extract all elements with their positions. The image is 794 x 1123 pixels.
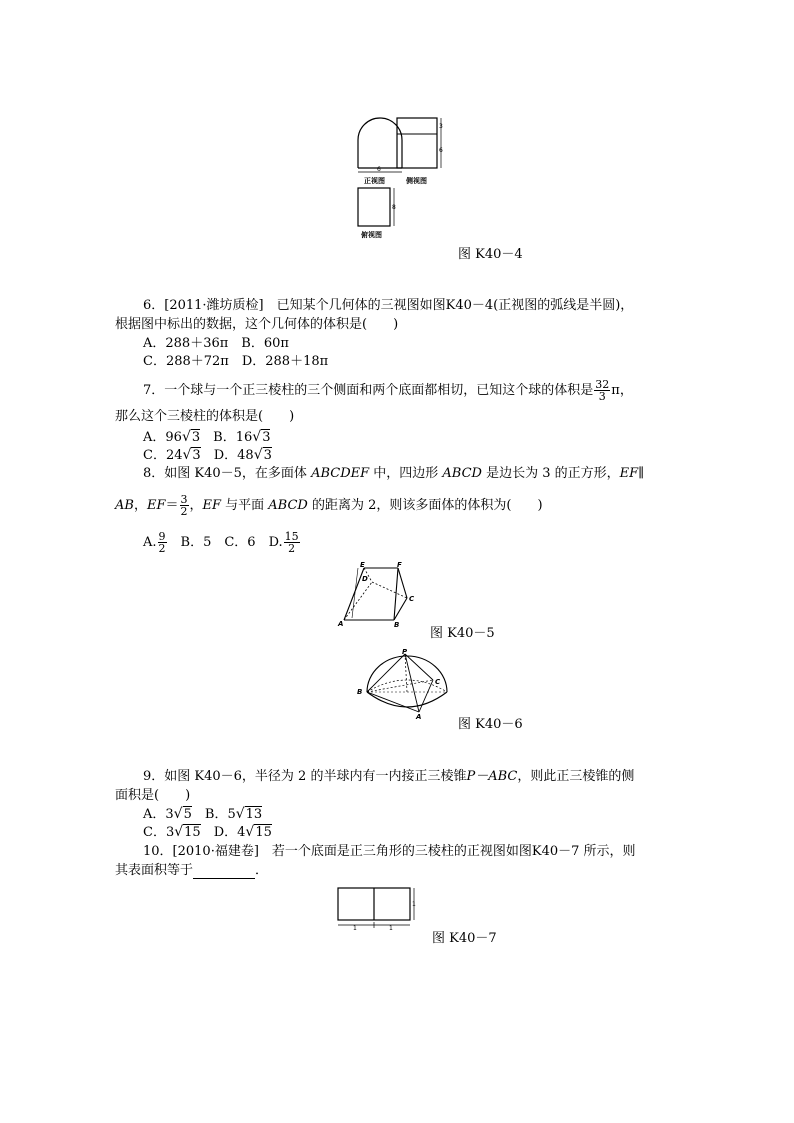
q9-b: B．5 [204, 807, 236, 822]
q9-a-rad: 5 [183, 807, 192, 822]
fig6-label-p: P [402, 648, 408, 656]
side-view [397, 118, 437, 168]
q8-ef2: EF [146, 498, 166, 513]
q8-a: A. [143, 535, 157, 550]
fig6-label-a: A [416, 713, 422, 720]
sqrt-icon: √ [235, 806, 245, 822]
q8-plane: ABCD [268, 498, 308, 513]
fig5-label-f: F [397, 561, 402, 569]
q7-frac-num: 32 [595, 378, 610, 391]
sqrt-icon: √ [182, 447, 192, 463]
q9-options-ab [143, 806, 262, 823]
q8-d-den: 2 [288, 542, 296, 555]
figure-k40-7 [332, 884, 422, 936]
q7-b: B．16 [213, 430, 253, 445]
q9-c: C．3 [143, 825, 175, 840]
q8-fraction [180, 494, 189, 517]
q9-a: A．3 [143, 807, 174, 822]
q9-line1 [143, 769, 634, 785]
top-label: 俯视图 [361, 231, 382, 239]
figure-k40-6 [355, 646, 451, 720]
fig6-label-c: C [435, 678, 441, 686]
sqrt-icon: √ [174, 824, 184, 840]
q8-text-c: 是边长为 3 的正方形， [481, 466, 620, 481]
q8-line1 [143, 466, 644, 482]
q8-quad: ABCD [442, 466, 482, 481]
q8-comma2: ， [189, 498, 203, 513]
answer-blank[interactable] [193, 866, 255, 879]
q9-d-rad: 15 [255, 825, 272, 840]
q8-ef3: EF [202, 498, 222, 513]
fig6-label-b: B [357, 688, 363, 696]
front-view [358, 118, 402, 168]
q7-b-rad: 3 [262, 430, 271, 445]
q9-pyramid: P－ABC [466, 769, 518, 784]
q8-frac-den: 2 [180, 505, 188, 518]
fig7-dim-height: 1 [412, 901, 416, 908]
q8-line2 [115, 494, 543, 517]
q9-line2: 面积是( ) [115, 788, 191, 803]
q7-options-cd [143, 447, 272, 464]
q9-text-b: ，则此正三棱锥的侧 [517, 769, 635, 784]
figure-caption-k40-5: 图 K40－5 [430, 626, 495, 641]
figure-k40-4 [350, 112, 450, 244]
q10-text-b: ． [255, 863, 269, 878]
dim-top-height: 8 [392, 204, 396, 211]
dim-side-top: 3 [439, 123, 443, 130]
q7-a-rad: 3 [191, 430, 201, 445]
q9-b-rad: 13 [245, 807, 263, 822]
sqrt-icon: √ [245, 824, 255, 840]
q8-a-frac [158, 531, 167, 554]
q9-c-rad: 15 [184, 825, 201, 840]
fig5-label-e: E [360, 561, 365, 569]
q10-text-a: 其表面积等于 [115, 863, 194, 878]
fig7-dim-left: 1 [353, 925, 357, 932]
q9-d: D．4 [213, 825, 246, 840]
q6-options-ab: A．288＋36π B．60π [143, 336, 289, 351]
q10-line2 [115, 863, 268, 879]
q7-c-rad: 3 [192, 448, 201, 463]
q9-options-cd [143, 824, 272, 841]
q8-parallel: ∥ [638, 466, 645, 481]
q8-eq: ＝ [165, 498, 179, 513]
fig5-label-b: B [394, 621, 400, 628]
q7-options-ab [143, 429, 270, 446]
q8-d-frac [284, 531, 300, 554]
q8-a-num: 9 [158, 530, 166, 543]
side-label: 侧视图 [406, 177, 427, 185]
q8-d-num: 15 [284, 530, 299, 543]
front-label: 正视图 [364, 177, 385, 185]
sqrt-icon: √ [253, 447, 263, 463]
q8-text-b: 中，四边形 [369, 466, 443, 481]
q7-line1 [143, 379, 633, 402]
q10-line1: 10．[2010·福建卷] 若一个底面是正三角形的三棱柱的正视图如图K40－7 所示，则 [143, 844, 636, 859]
q7-d-rad: 3 [263, 448, 272, 463]
q7-line1-post: π， [611, 383, 633, 398]
q8-text-a: 8．如图 K40－5，在多面体 [143, 466, 312, 481]
q8-options [143, 531, 301, 554]
q7-frac-den: 3 [598, 390, 606, 403]
sqrt-icon: √ [181, 429, 191, 445]
q8-ef: EF [619, 466, 639, 481]
q8-frac-num: 3 [180, 493, 188, 506]
sqrt-icon: √ [252, 429, 262, 445]
fig5-label-c: C [409, 595, 415, 603]
q6-line2: 根据图中标出的数据，这个几何体的体积是( ) [115, 317, 399, 332]
q7-fraction [594, 379, 610, 402]
fig5-label-a: A [338, 620, 344, 628]
q8-poly: ABCDEF [311, 466, 370, 481]
q8-a-den: 2 [158, 542, 166, 555]
top-view [358, 188, 390, 226]
q8-text-e: 的距离为 2，则该多面体的体积为( ) [307, 498, 543, 513]
dim-side-height: 6 [439, 147, 443, 154]
fig5-label-d: D [362, 575, 368, 583]
q7-line1-text: 7．一个球与一个正三棱柱的三个侧面和两个底面都相切，已知这个球的体积是 [143, 383, 594, 398]
figure-caption-k40-6: 图 K40－6 [458, 717, 523, 732]
q7-c: C．24 [143, 448, 183, 463]
q7-a: A．96 [143, 430, 182, 445]
q9-text-a: 9．如图 K40－6，半径为 2 的半球内有一内接正三棱锥 [143, 769, 467, 784]
q8-text-d: 与平面 [221, 498, 269, 513]
q7-d: D．48 [213, 448, 254, 463]
q7-line2: 那么这个三棱柱的体积是( ) [115, 409, 295, 424]
dim-front-width: 6 [377, 166, 381, 173]
figure-caption-k40-4: 图 K40－4 [458, 247, 523, 262]
sqrt-icon: √ [173, 806, 183, 822]
q8-comma: ， [133, 498, 147, 513]
q6-options-cd: C．288＋72π D．288＋18π [143, 354, 329, 369]
q6-line1: 6．[2011·潍坊质检] 已知某个几何体的三视图如图K40－4(正视图的弧线是半圆)， [143, 298, 634, 313]
fig7-dim-right: 1 [389, 925, 393, 932]
q8-ab: AB [115, 498, 134, 513]
figure-caption-k40-7: 图 K40－7 [432, 931, 497, 946]
q8-bcd: B．5 C．6 D. [167, 535, 283, 550]
figure-k40-5 [336, 560, 422, 628]
